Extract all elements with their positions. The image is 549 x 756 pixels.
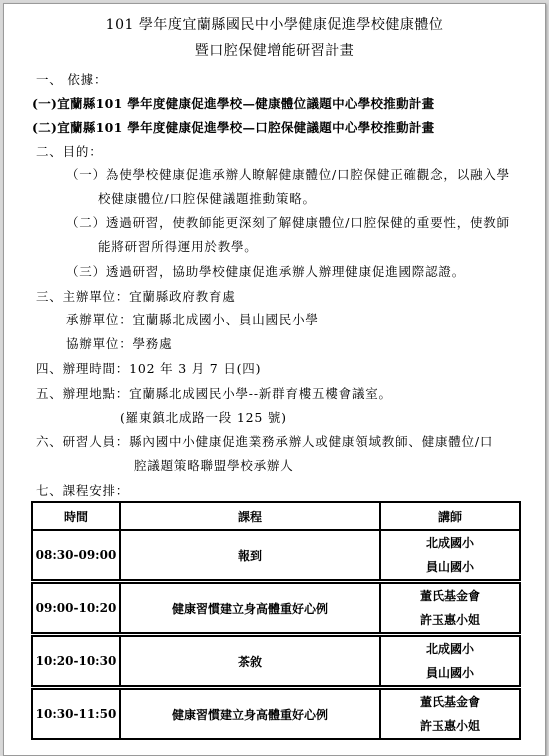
instructor-line-2: 許玉惠小姐 <box>419 613 480 627</box>
schedule-heading: 七、課程安排： <box>36 483 130 498</box>
row-instructor <box>380 635 520 688</box>
basis-item-1: (一)宜蘭縣101 學年度健康促進學校—健康體位議題中心學校推動計畫 <box>32 96 435 111</box>
purpose-item-2-line-2: 能將研習所得運用於教學。 <box>98 239 258 254</box>
participants-line-2: 腔議題策略聯盟學校承辦人 <box>134 458 294 473</box>
schedule-table <box>31 501 521 740</box>
document-title: 101 學年度宜蘭縣國民中小學健康促進學校健康體位 <box>105 17 444 33</box>
row-course: 健康習慣建立身高體重好心例 <box>120 688 380 740</box>
purpose-heading: 二、目的： <box>36 144 103 159</box>
basis-item-2: (二)宜蘭縣101 學年度健康促進學校—口腔保健議題中心學校推動計畫 <box>32 120 435 135</box>
host-organizer: 承辦單位：宜蘭縣北成國小、員山國民小學 <box>66 312 319 327</box>
event-location: 五、辦理地點：宜蘭縣北成國民小學--新群育樓五樓會議室。 <box>36 386 392 401</box>
instructor-line-1: 北成國小 <box>425 642 474 656</box>
table-row <box>32 688 520 740</box>
row-course: 茶敘 <box>120 635 380 688</box>
row-course: 報到 <box>120 530 380 582</box>
purpose-item-1-line-2: 校健康體位/口腔保健議題推動策略。 <box>98 191 316 206</box>
document-subtitle: 暨口腔保健增能研習計畫 <box>194 43 355 59</box>
instructor-line-2: 員山國小 <box>425 560 474 574</box>
participants-line-1: 六、研習人員：縣內國中小健康促進業務承辦人或健康領域教師、健康體位/口 <box>36 434 494 449</box>
table-row <box>32 530 520 582</box>
header-instructor: 講師 <box>380 502 520 530</box>
instructor-line-2: 許玉惠小姐 <box>419 719 480 733</box>
row-time: 10:30-11:50 <box>32 688 120 740</box>
assist-organizer: 協辦單位：學務處 <box>66 336 173 351</box>
main-organizer: 三、主辦單位：宜蘭縣政府教育處 <box>36 289 236 304</box>
table-row <box>32 582 520 635</box>
instructor-line-1: 董氏基金會 <box>419 695 480 709</box>
row-instructor <box>380 530 520 582</box>
row-course: 健康習慣建立身高體重好心例 <box>120 582 380 635</box>
row-time: 08:30-09:00 <box>32 530 120 582</box>
event-time: 四、辦理時間：102 年 3 月 7 日(四) <box>36 361 262 376</box>
row-time: 09:00-10:20 <box>32 582 120 635</box>
instructor-line-1: 北成國小 <box>425 536 474 550</box>
header-time: 時間 <box>32 502 120 530</box>
event-address: (羅東鎮北成路一段 125 號) <box>120 410 287 425</box>
table-header-row <box>32 502 520 530</box>
purpose-item-1-line-1: （一）為使學校健康促進承辦人瞭解健康體位/口腔保健正確觀念，以融入學 <box>66 167 510 182</box>
document-page <box>3 3 546 756</box>
row-time: 10:20-10:30 <box>32 635 120 688</box>
row-instructor <box>380 688 520 740</box>
purpose-item-2-line-1: （二）透過研習，使教師能更深刻了解健康體位/口腔保健的重要性，使教師 <box>66 215 510 230</box>
purpose-item-3: （三）透過研習，協助學校健康促進承辦人辦理健康促進國際認證。 <box>66 264 466 279</box>
header-course: 課程 <box>120 502 380 530</box>
instructor-line-1: 董氏基金會 <box>419 589 480 603</box>
table-row <box>32 635 520 688</box>
row-instructor <box>380 582 520 635</box>
basis-heading: 一、 依據： <box>36 72 108 87</box>
instructor-line-2: 員山國小 <box>425 666 474 680</box>
